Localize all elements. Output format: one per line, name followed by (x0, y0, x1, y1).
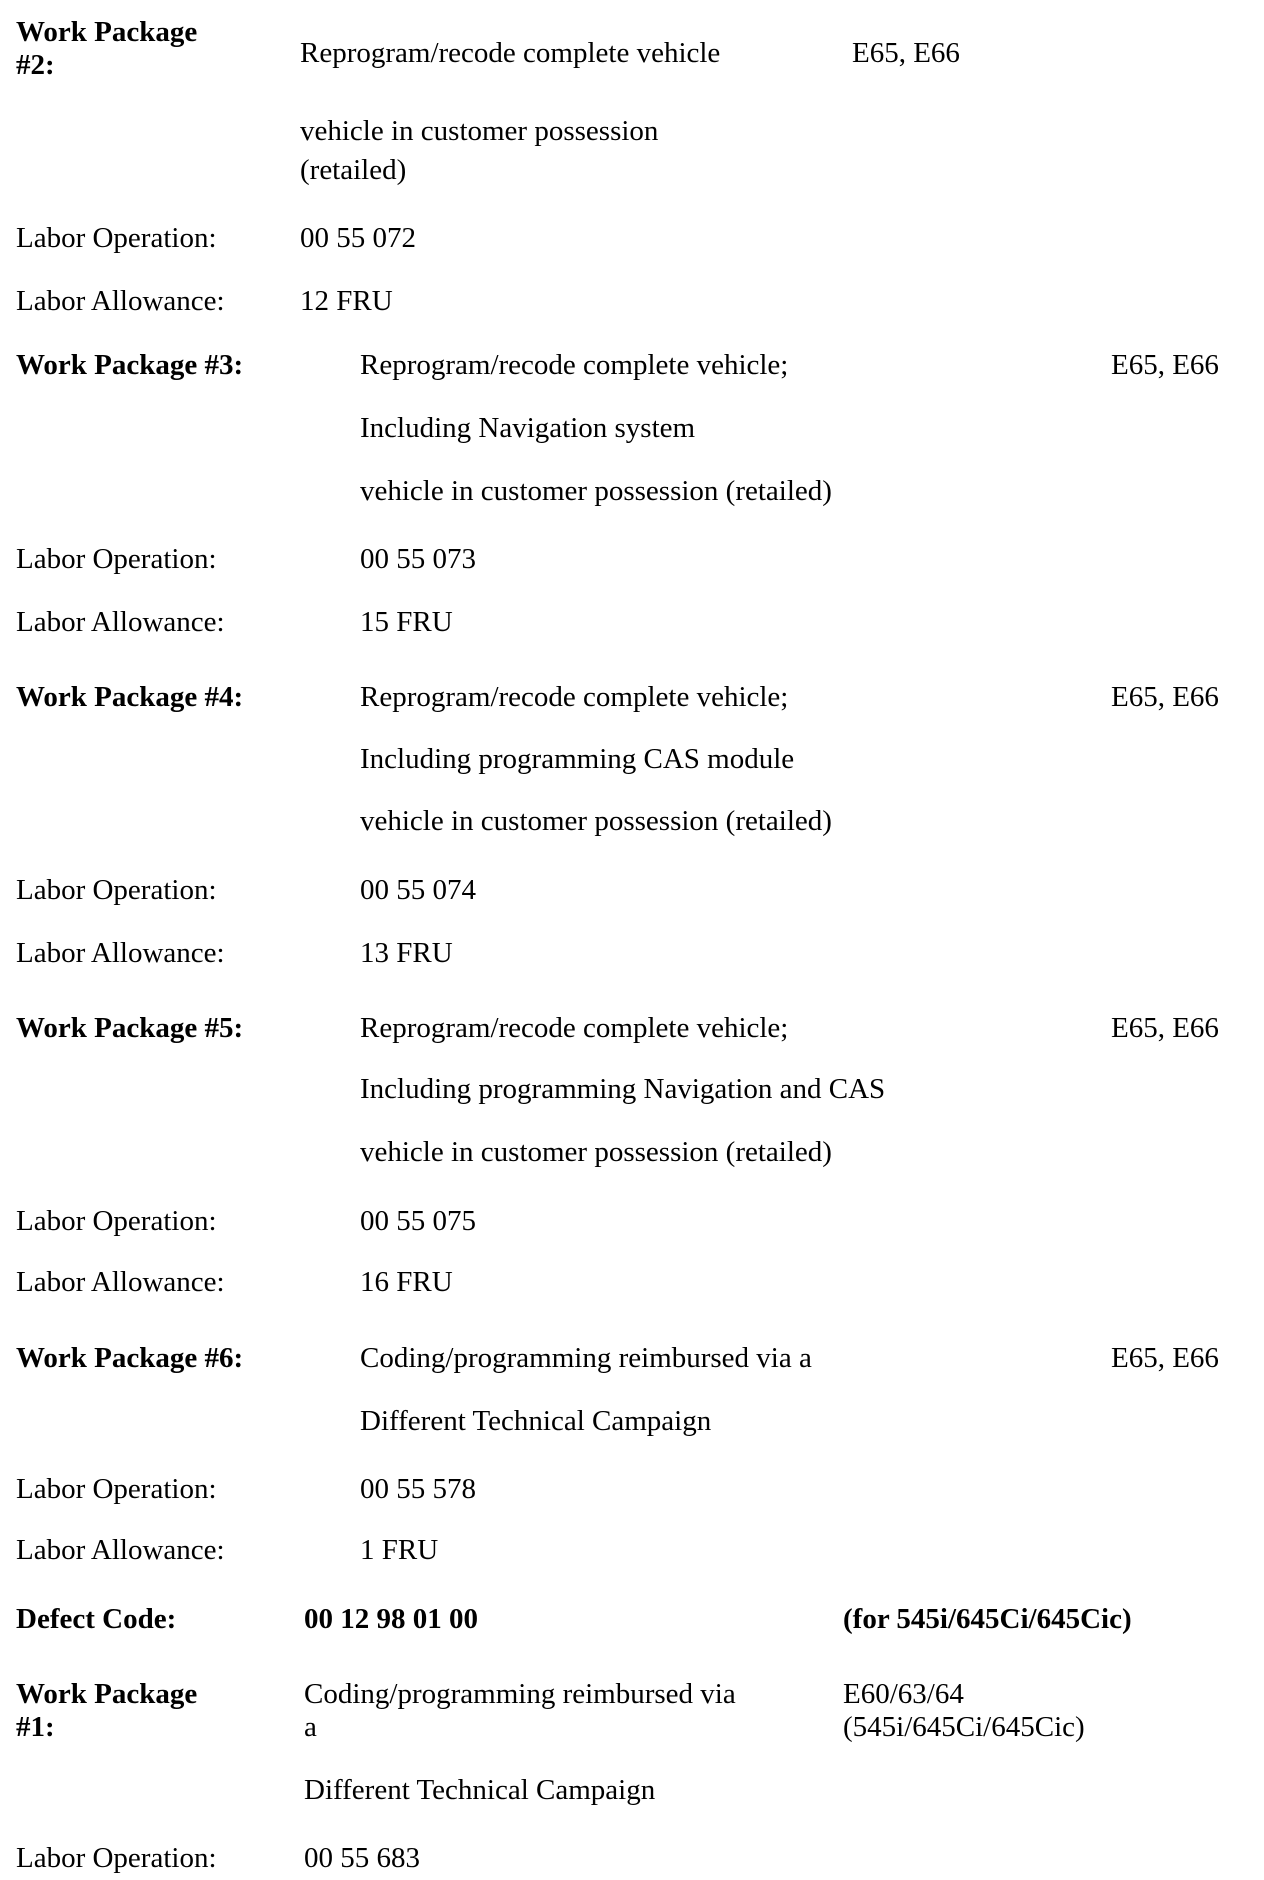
wp1-labor-operation-value: 00 55 683 (304, 1842, 420, 1874)
wp4-label: Work Package #4: (16, 681, 244, 713)
wp5-description-1: Reprogram/recode complete vehicle; (360, 1012, 789, 1044)
wp4-labor-allowance-value: 13 FRU (360, 937, 453, 969)
wp5-labor-operation-value: 00 55 075 (360, 1205, 476, 1237)
wp6-models: E65, E66 (1111, 1342, 1219, 1374)
wp6-labor-operation-label: Labor Operation: (16, 1473, 217, 1505)
wp4-labor-operation-label: Labor Operation: (16, 874, 217, 906)
wp5-labor-allowance-label: Labor Allowance: (16, 1266, 225, 1298)
wp3-labor-operation-label: Labor Operation: (16, 543, 217, 575)
wp5-label: Work Package #5: (16, 1012, 244, 1044)
wp3-description-2: Including Navigation system (360, 412, 696, 444)
wp2-description-1: Reprogram/recode complete vehicle (300, 37, 721, 69)
wp1-label-line2: #1: (16, 1711, 55, 1743)
wp3-label: Work Package #3: (16, 349, 244, 381)
wp2-label-line2: #2: (16, 49, 55, 81)
wp1-label-line1: Work Package (16, 1678, 198, 1710)
wp4-labor-operation-value: 00 55 074 (360, 874, 476, 906)
wp1-models-line2: (545i/645Ci/645Cic) (843, 1711, 1085, 1743)
wp4-description-2: Including programming CAS module (360, 743, 795, 775)
wp4-description-3: vehicle in customer possession (retailed) (360, 805, 832, 837)
defect-code-label: Defect Code: (16, 1603, 177, 1635)
wp3-description-1: Reprogram/recode complete vehicle; (360, 349, 789, 381)
wp2-label-line1: Work Package (16, 16, 198, 48)
wp2-labor-allowance-label: Labor Allowance: (16, 285, 225, 317)
wp5-models: E65, E66 (1111, 1012, 1219, 1044)
defect-code-value: 00 12 98 01 00 (304, 1603, 478, 1635)
wp1-description-1b: a (304, 1711, 317, 1743)
wp2-labor-allowance-value: 12 FRU (300, 285, 393, 317)
wp5-labor-operation-label: Labor Operation: (16, 1205, 217, 1237)
wp2-description-3: (retailed) (300, 154, 407, 186)
wp1-description-1: Coding/programming reimbursed via (304, 1678, 736, 1710)
wp3-labor-allowance-value: 15 FRU (360, 606, 453, 638)
wp3-models: E65, E66 (1111, 349, 1219, 381)
defect-code-note: (for 545i/645Ci/645Cic) (843, 1603, 1132, 1635)
wp4-models: E65, E66 (1111, 681, 1219, 713)
wp4-description-1: Reprogram/recode complete vehicle; (360, 681, 789, 713)
wp2-models: E65, E66 (852, 37, 960, 69)
wp6-labor-allowance-value: 1 FRU (360, 1534, 439, 1566)
wp1-labor-operation-label: Labor Operation: (16, 1842, 217, 1874)
wp3-description-3: vehicle in customer possession (retailed) (360, 475, 832, 507)
wp6-description-2: Different Technical Campaign (360, 1405, 712, 1437)
wp5-description-3: vehicle in customer possession (retailed) (360, 1136, 832, 1168)
wp3-labor-operation-value: 00 55 073 (360, 543, 476, 575)
wp2-labor-operation-value: 00 55 072 (300, 222, 416, 254)
wp5-description-2: Including programming Navigation and CAS (360, 1073, 886, 1105)
wp6-labor-operation-value: 00 55 578 (360, 1473, 476, 1505)
wp4-labor-allowance-label: Labor Allowance: (16, 937, 225, 969)
wp6-description-1: Coding/programming reimbursed via a (360, 1342, 812, 1374)
wp2-description-2: vehicle in customer possession (300, 115, 659, 147)
wp2-labor-operation-label: Labor Operation: (16, 222, 217, 254)
wp1-models-line1: E60/63/64 (843, 1678, 964, 1710)
wp5-labor-allowance-value: 16 FRU (360, 1266, 453, 1298)
wp6-labor-allowance-label: Labor Allowance: (16, 1534, 225, 1566)
wp3-labor-allowance-label: Labor Allowance: (16, 606, 225, 638)
wp6-label: Work Package #6: (16, 1342, 244, 1374)
wp1-description-2: Different Technical Campaign (304, 1774, 656, 1806)
